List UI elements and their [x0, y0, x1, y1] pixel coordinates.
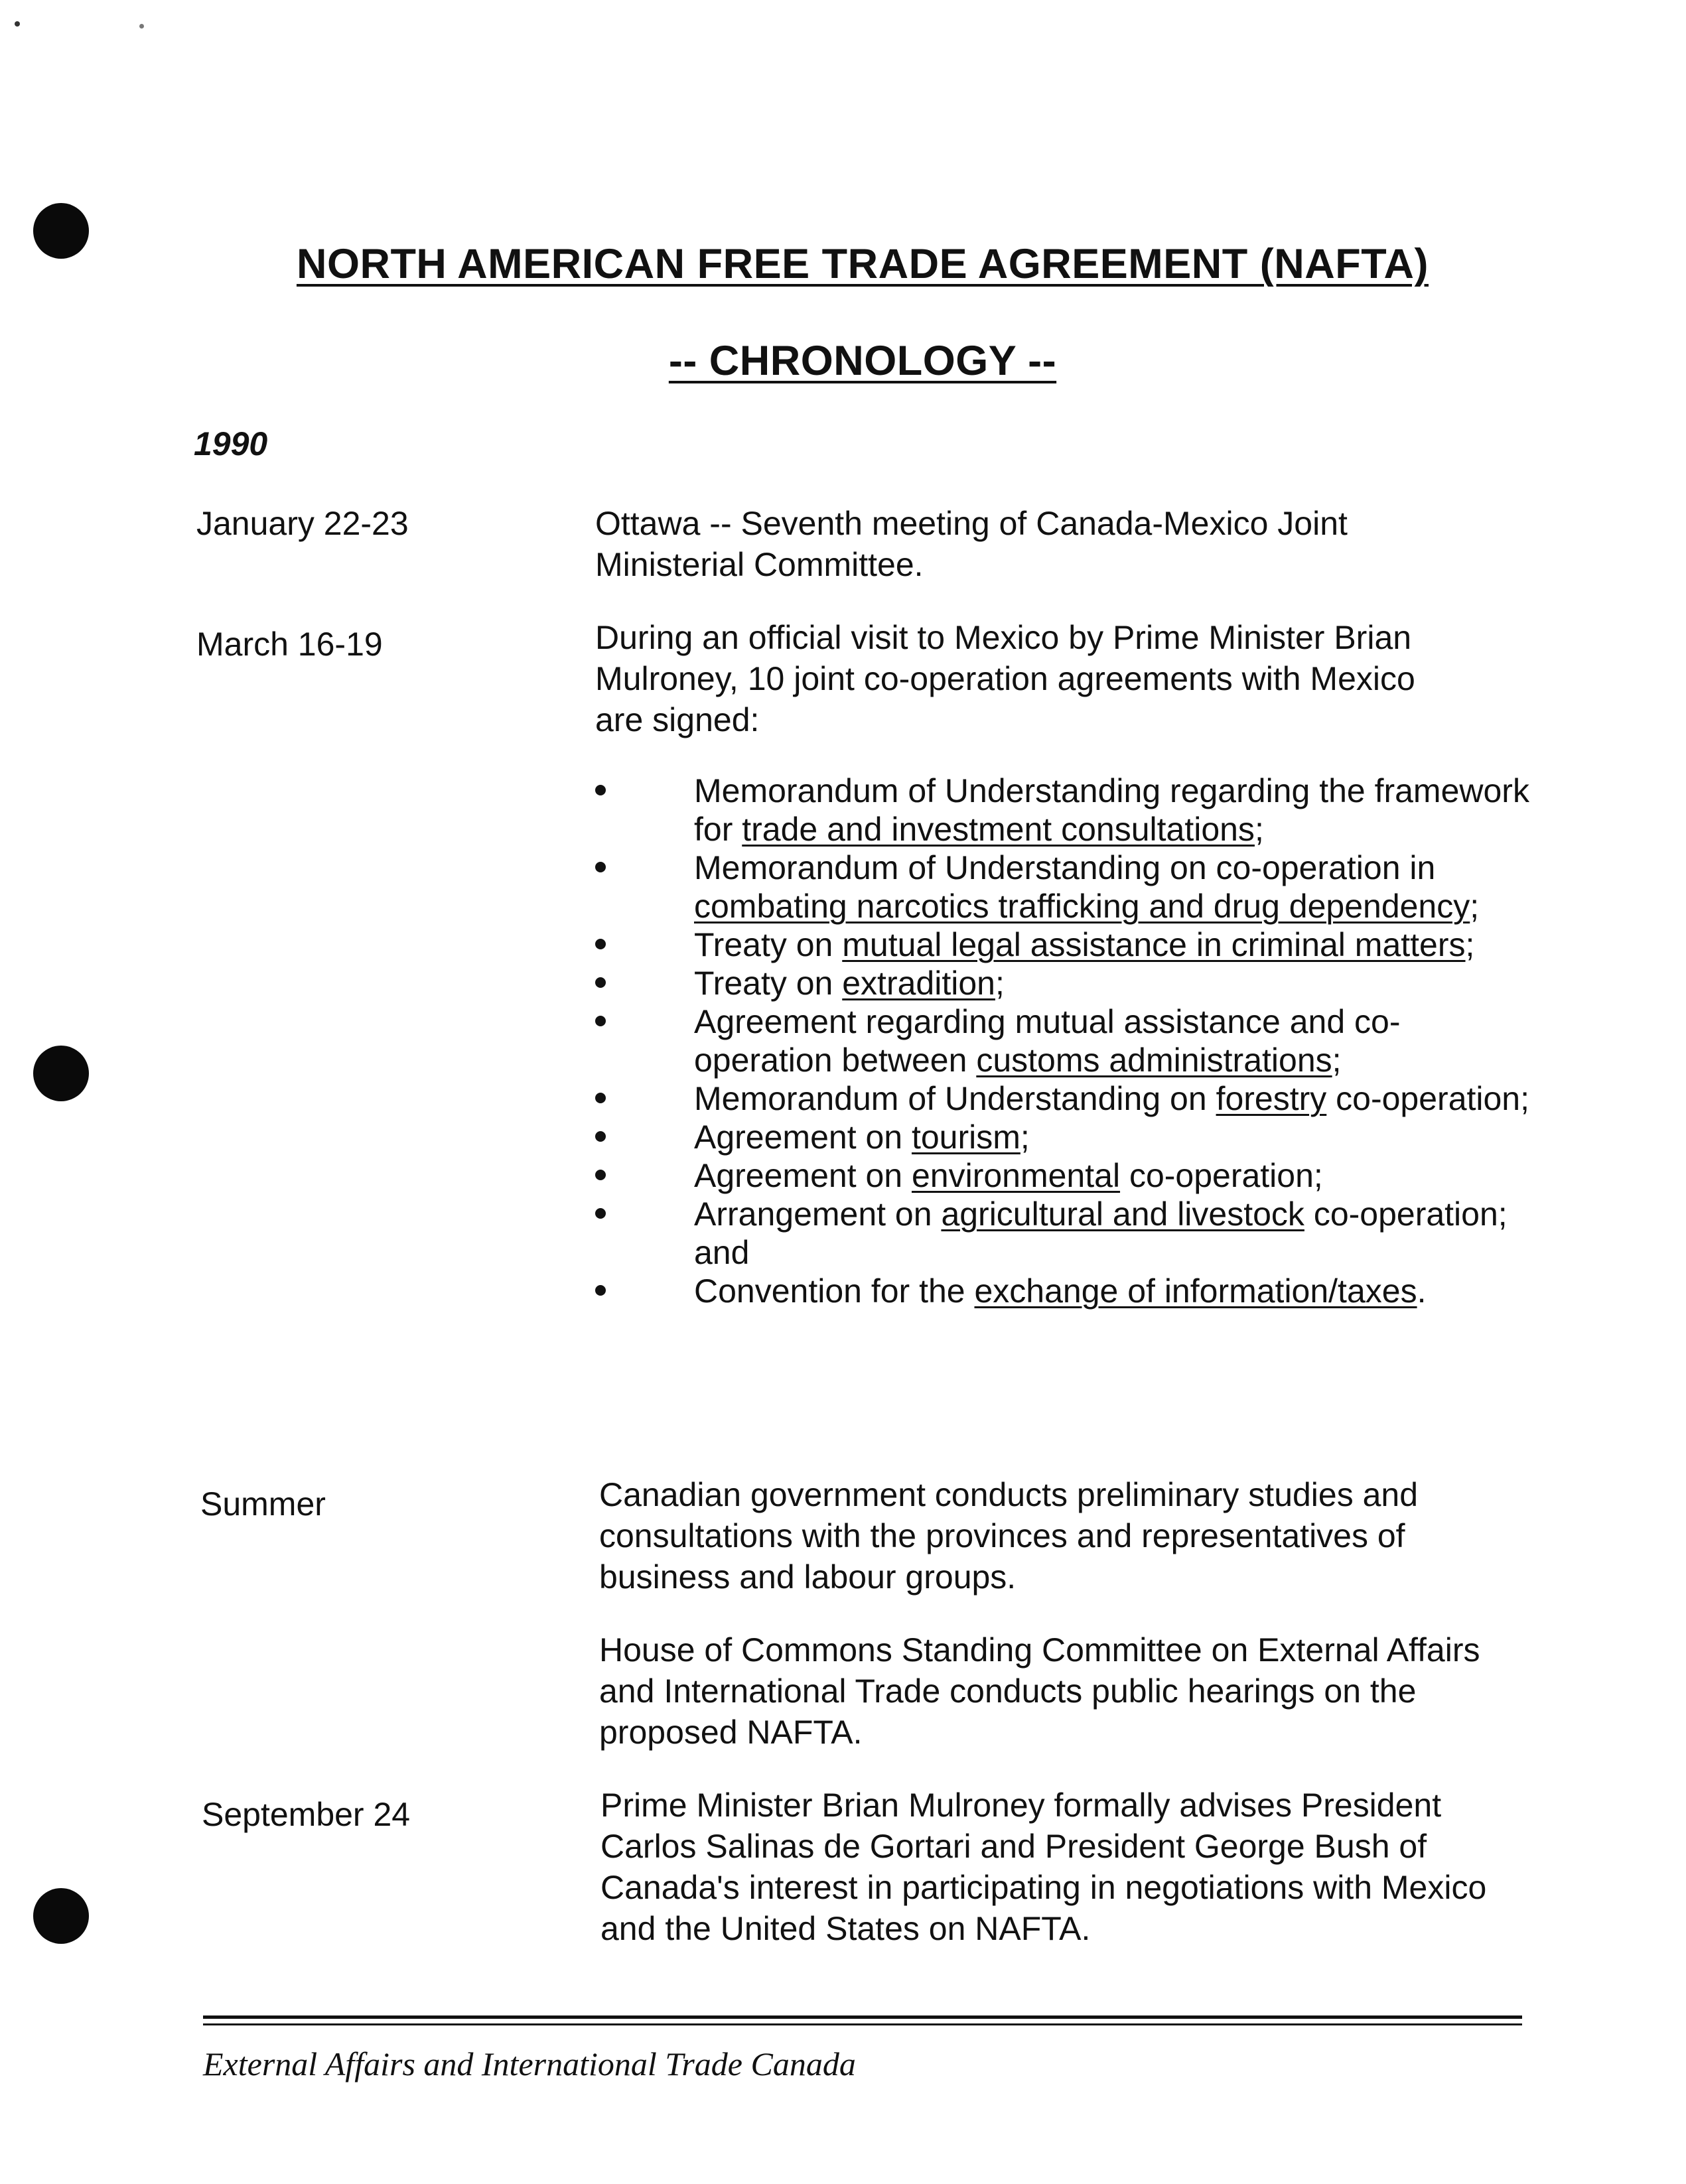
punch-hole-top [33, 203, 89, 259]
item-text-end: ; [995, 965, 1005, 1002]
entry-text [600, 1785, 1496, 1949]
bullet-icon [595, 977, 606, 988]
item-text: Memorandum of Understanding on [694, 1080, 1216, 1117]
item-text-end: co-operation; [1120, 1157, 1323, 1194]
item-underlined-text: extradition [842, 965, 995, 1002]
item-text: Convention for the [694, 1272, 975, 1310]
item-text-end: ; [1020, 1119, 1030, 1156]
bullet-icon [595, 1170, 606, 1180]
year-heading: 1990 [194, 425, 268, 462]
item-underlined-text: forestry [1216, 1080, 1327, 1117]
item-underlined-text: exchange of information/taxes [974, 1272, 1417, 1310]
list-item [595, 925, 1531, 964]
list-item [595, 772, 1531, 849]
item-text-end: co-operation; and [694, 1195, 1508, 1271]
list-item [595, 1272, 1531, 1310]
entry-text [599, 1474, 1488, 1753]
entry-text [595, 503, 1425, 585]
list-item [595, 849, 1531, 925]
item-underlined-text: mutual legal assistance in criminal matters [842, 926, 1466, 963]
item-text: Agreement on [694, 1157, 912, 1194]
item-text-end: co-operation; [1326, 1080, 1530, 1117]
item-text-end: ; [1332, 1042, 1342, 1079]
list-item [595, 1118, 1531, 1156]
entry-paragraph: Prime Minister Brian Mulroney formally advises President Carlos Salinas de Gortari and President George Bush of Canada's interest in participating in negotiations with Mexico and the United States on NAFTA. [600, 1787, 1487, 1947]
list-item [595, 964, 1531, 1002]
bullet-icon [595, 785, 606, 795]
item-text: Memorandum of Understanding on co-operation in [694, 849, 1436, 886]
entry-text [595, 617, 1458, 740]
item-text: Treaty on [694, 926, 843, 963]
entry-date: September 24 [202, 1796, 411, 1833]
bullet-icon [595, 1285, 606, 1296]
item-underlined-text: combating narcotics trafficking and drug dependency [694, 888, 1470, 925]
entry-paragraph: During an official visit to Mexico by Prime Minister Brian Mulroney, 10 joint co-operation agreements with Mexico are signed: [595, 619, 1415, 738]
footer-rule [203, 2023, 1522, 2025]
entry-paragraph: Canadian government conducts preliminary studies and consultations with the provinces and representatives of business and labour groups. [599, 1476, 1419, 1596]
bullet-icon [595, 1093, 606, 1103]
entry-paragraph: House of Commons Standing Committee on External Affairs and International Trade conducts public hearings on the proposed NAFTA. [599, 1631, 1480, 1751]
bullet-icon [595, 862, 606, 872]
item-text-end: ; [1254, 811, 1264, 848]
bullet-icon [595, 1208, 606, 1219]
item-underlined-text: agricultural and livestock [941, 1195, 1304, 1233]
entry-paragraph: Ottawa -- Seventh meeting of Canada-Mexico Joint Ministerial Committee. [595, 505, 1348, 583]
item-text-end: ; [1465, 926, 1475, 963]
item-text-end: . [1417, 1272, 1427, 1310]
bullet-icon [595, 939, 606, 949]
agreements-list [595, 772, 1531, 1310]
punch-hole-bottom [33, 1888, 89, 1944]
entry-date: January 22-23 [196, 505, 409, 542]
footer-text: External Affairs and International Trade Canada [203, 2045, 856, 2082]
item-underlined-text: environmental [911, 1157, 1121, 1194]
speck [15, 21, 20, 27]
item-text-end: ; [1470, 888, 1480, 925]
speck [139, 24, 144, 29]
bullet-icon [595, 1016, 606, 1026]
list-item [595, 1156, 1531, 1195]
document-subtitle: -- CHRONOLOGY -- [668, 338, 1057, 384]
item-text: Treaty on [694, 965, 843, 1002]
item-text: Agreement on [694, 1119, 912, 1156]
item-underlined-text: tourism [911, 1119, 1020, 1156]
list-item [595, 1195, 1531, 1272]
bullet-icon [595, 1131, 606, 1142]
punch-hole-middle [33, 1046, 89, 1101]
item-text: Arrangement on [694, 1195, 942, 1233]
item-underlined-text: trade and investment consultations [742, 811, 1255, 848]
item-text: Memorandum of Understanding regarding the framework for [694, 772, 1529, 848]
document-title: NORTH AMERICAN FREE TRADE AGREEMENT (NAFTA) [296, 241, 1429, 287]
entry-date: March 16-19 [196, 626, 383, 663]
footer-rule [203, 2015, 1522, 2019]
entry-date: Summer [200, 1485, 326, 1523]
list-item [595, 1002, 1531, 1079]
list-item [595, 1079, 1531, 1118]
item-underlined-text: customs administrations [976, 1042, 1332, 1079]
item-text: Agreement regarding mutual assistance and co-operation between [694, 1003, 1401, 1079]
